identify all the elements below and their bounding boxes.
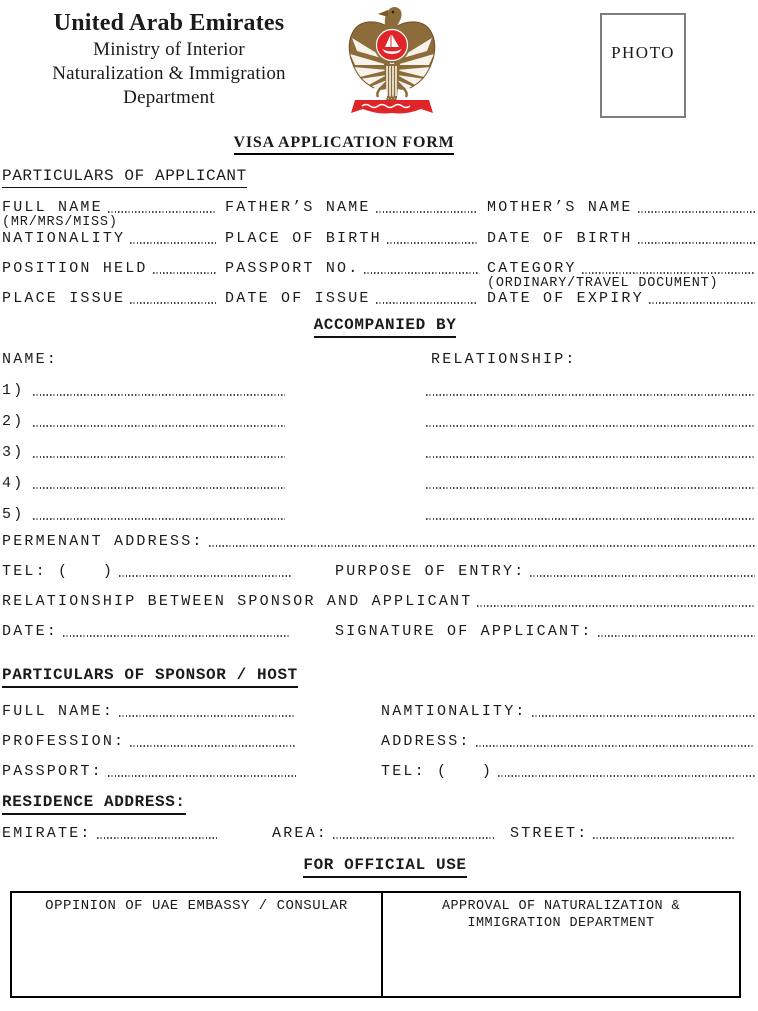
position-held-group — [2, 260, 225, 277]
ministry-line: Ministry of Interior — [93, 39, 245, 60]
street-field[interactable] — [593, 837, 734, 839]
sponsor-full-name-label: FULL NAME: — [2, 703, 115, 720]
mothers-name-group — [487, 199, 755, 216]
accompanied-name-field-1[interactable] — [33, 394, 285, 396]
tel-group — [2, 563, 295, 580]
accompanied-relationship-field-2[interactable] — [426, 425, 755, 427]
accompanied-row-number: 3) — [2, 444, 25, 461]
applicant-row-birth — [2, 230, 755, 247]
nationality-group — [2, 230, 225, 247]
date-of-issue-group — [225, 290, 487, 307]
permanent-address-label: PERMENANT ADDRESS: — [2, 533, 204, 550]
naturalization-approval-cell[interactable] — [383, 893, 739, 996]
official-use-table — [10, 891, 741, 998]
accompanied-row-1 — [2, 382, 755, 399]
full-name-note: (MR/MRS/MISS) — [2, 215, 118, 230]
street-label: STREET: — [510, 825, 589, 842]
sponsor-profession-field[interactable] — [130, 745, 296, 747]
date-signature-row — [2, 623, 755, 640]
accompanied-row-number: 4) — [2, 475, 25, 492]
sponsor-section-heading: PARTICULARS OF SPONSOR / HOST — [2, 666, 298, 688]
form-title: VISA APPLICATION FORM — [0, 134, 688, 155]
residence-row — [2, 825, 734, 842]
embassy-opinion-header: OPPINION OF UAE EMBASSY / CONSULAR — [45, 898, 348, 914]
accompanied-row-3 — [2, 444, 755, 461]
accompanied-row-number: 2) — [2, 413, 25, 430]
accompanied-row-2 — [2, 413, 755, 430]
applicant-row-issue — [2, 290, 755, 307]
mothers-name-label: MOTHER’S NAME — [487, 199, 633, 216]
date-label: DATE: — [2, 623, 59, 640]
position-held-label: POSITION HELD — [2, 260, 148, 277]
place-issue-field[interactable] — [130, 302, 216, 304]
fathers-name-field[interactable] — [376, 211, 478, 213]
full-name-field[interactable] — [108, 211, 216, 213]
sponsor-address-label: ADDRESS: — [381, 733, 471, 750]
emirate-field[interactable] — [97, 837, 217, 839]
accompanied-name-field-3[interactable] — [33, 456, 285, 458]
sponsor-full-name-group — [2, 703, 300, 720]
embassy-opinion-cell[interactable] — [12, 893, 383, 996]
uae-coat-of-arms-icon — [344, 4, 440, 116]
area-group — [272, 825, 502, 842]
place-of-birth-field[interactable] — [387, 242, 478, 244]
date-of-birth-group — [487, 230, 755, 247]
country-name: United Arab Emirates — [53, 10, 285, 36]
purpose-of-entry-field[interactable] — [530, 575, 755, 577]
sponsor-nationality-field[interactable] — [532, 715, 755, 717]
date-of-expiry-label: DATE OF EXPIRY — [487, 290, 644, 307]
sponsor-passport-group — [2, 763, 300, 780]
accompanied-name-field-4[interactable] — [33, 487, 285, 489]
tel-field[interactable] — [119, 575, 291, 577]
sponsor-tel-label: TEL: ( ) — [381, 763, 494, 780]
sponsor-tel-field[interactable] — [498, 775, 755, 777]
nationality-label: NATIONALITY — [2, 230, 126, 247]
emirate-label: EMIRATE: — [2, 825, 92, 842]
place-issue-label: PLACE ISSUE — [2, 290, 126, 307]
sponsor-passport-field[interactable] — [108, 775, 296, 777]
date-of-expiry-group — [487, 290, 755, 307]
signature-label: SIGNATURE OF APPLICANT: — [335, 623, 593, 640]
category-label: CATEGORY — [487, 260, 577, 277]
sponsor-profession-group — [2, 733, 300, 750]
place-of-birth-label: PLACE OF BIRTH — [225, 230, 382, 247]
department-line-2: Department — [123, 87, 215, 108]
official-use-heading: FOR OFFICIAL USE — [12, 856, 758, 878]
place-of-birth-group — [225, 230, 487, 247]
sponsor-address-field[interactable] — [476, 745, 755, 747]
sponsor-passport-label: PASSPORT: — [2, 763, 103, 780]
fathers-name-label: FATHER’S NAME — [225, 199, 371, 216]
category-field[interactable] — [582, 272, 755, 274]
position-held-field[interactable] — [153, 272, 216, 274]
mothers-name-field[interactable] — [638, 211, 755, 213]
residence-section-heading: RESIDENCE ADDRESS: — [2, 793, 186, 815]
accompanied-relationship-field-3[interactable] — [426, 456, 755, 458]
date-field[interactable] — [63, 635, 291, 637]
accompanied-relationship-field-4[interactable] — [426, 487, 755, 489]
accompanied-relationship-label: RELATIONSHIP: — [431, 351, 577, 368]
relationship-between-label: RELATIONSHIP BETWEEN SPONSOR AND APPLICANT — [2, 593, 473, 610]
accompanied-section-heading: ACCOMPANIED BY — [12, 316, 758, 338]
passport-no-label: PASSPORT NO. — [225, 260, 360, 277]
accompanied-row-4 — [2, 475, 755, 492]
accompanied-relationship-field-1[interactable] — [426, 394, 755, 396]
area-label: AREA: — [272, 825, 329, 842]
place-issue-group — [2, 290, 225, 307]
signature-field[interactable] — [598, 635, 755, 637]
street-group — [510, 825, 734, 842]
photo-placeholder-box — [600, 13, 686, 118]
sponsor-row-name — [2, 703, 755, 720]
accompanied-name-field-5[interactable] — [33, 518, 285, 520]
area-field[interactable] — [333, 837, 494, 839]
department-line-1: Naturalization & Immigration — [52, 63, 286, 84]
sponsor-row-profession — [2, 733, 755, 750]
accompanied-name-label: NAME: — [2, 351, 59, 368]
accompanied-row-5 — [2, 506, 755, 523]
naturalization-approval-header: APPROVAL OF NATURALIZATION & IMMIGRATION DEPARTMENT — [441, 899, 681, 931]
applicant-section-heading: PARTICULARS OF APPLICANT — [2, 167, 247, 188]
category-note: (ORDINARY/TRAVEL DOCUMENT) — [487, 276, 719, 291]
accompanied-relationship-field-5[interactable] — [426, 518, 755, 520]
nationality-field[interactable] — [130, 242, 216, 244]
photo-label: PHOTO — [611, 43, 675, 62]
issuing-authority-block — [28, 8, 310, 110]
fathers-name-group — [225, 199, 487, 216]
passport-no-field[interactable] — [364, 272, 478, 274]
relationship-between-field[interactable] — [477, 605, 755, 607]
date-of-issue-field[interactable] — [376, 302, 478, 304]
tel-label: TEL: ( ) — [2, 563, 115, 580]
relationship-sponsor-row — [2, 593, 755, 610]
sponsor-nationality-label: NAMTIONALITY: — [381, 703, 527, 720]
accompanied-row-number: 1) — [2, 382, 25, 399]
sponsor-profession-label: PROFESSION: — [2, 733, 126, 750]
date-of-birth-field[interactable] — [638, 242, 755, 244]
date-of-birth-label: DATE OF BIRTH — [487, 230, 633, 247]
full-name-label: FULL NAME — [2, 199, 103, 216]
accompanied-row-number: 5) — [2, 506, 25, 523]
permanent-address-field[interactable] — [209, 545, 755, 547]
tel-purpose-row — [2, 563, 755, 580]
emirate-group — [2, 825, 225, 842]
passport-no-group — [225, 260, 487, 277]
permanent-address-row — [2, 533, 755, 550]
date-of-issue-label: DATE OF ISSUE — [225, 290, 371, 307]
purpose-of-entry-label: PURPOSE OF ENTRY: — [335, 563, 526, 580]
date-group — [2, 623, 295, 640]
sponsor-full-name-field[interactable] — [119, 715, 296, 717]
date-of-expiry-field[interactable] — [649, 302, 755, 304]
sponsor-row-passport — [2, 763, 755, 780]
accompanied-name-field-2[interactable] — [33, 425, 285, 427]
